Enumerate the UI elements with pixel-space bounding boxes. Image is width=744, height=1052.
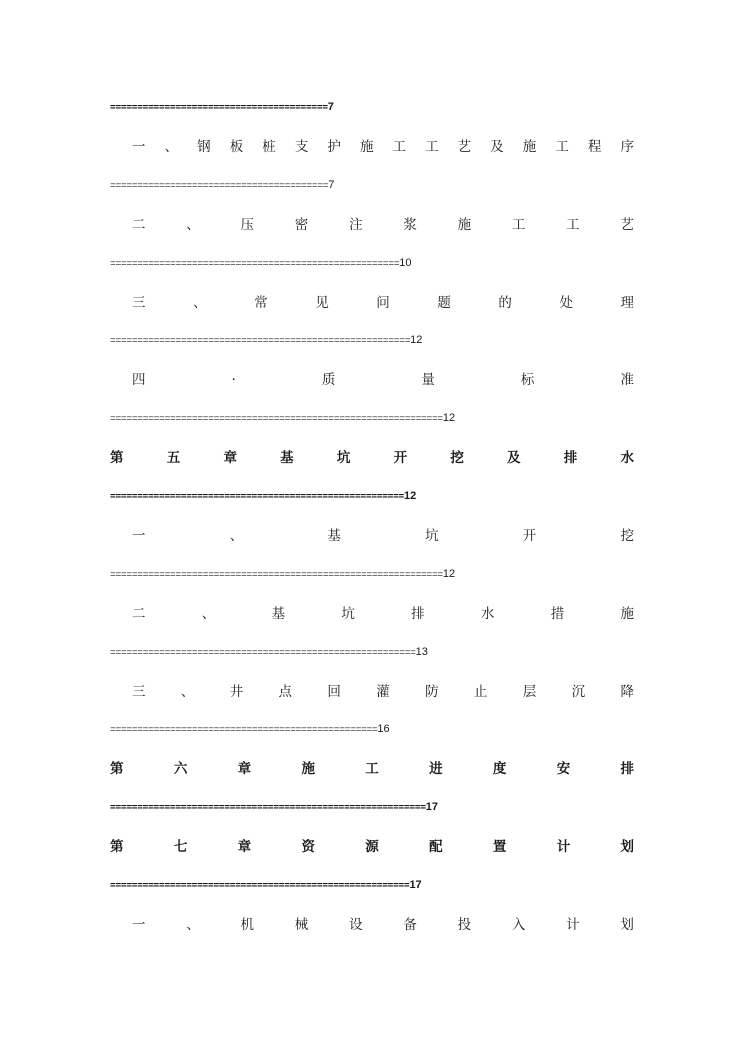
title-char: 施 [457, 217, 472, 233]
title-char: 工 [555, 139, 569, 155]
title-char: 坑 [425, 528, 439, 544]
title-char: 措 [550, 606, 565, 622]
page-number: 12 [404, 490, 417, 502]
toc-section-title [132, 137, 634, 157]
title-char: 源 [365, 839, 379, 855]
title-char: 挖 [620, 528, 634, 544]
leader-dots: ================================================= [110, 724, 378, 735]
toc-leader-line [110, 800, 634, 815]
title-char: 二 [132, 606, 146, 622]
leader-dots: ======================================================== [110, 647, 416, 658]
title-char: 压 [240, 217, 255, 233]
title-char: 工 [365, 761, 379, 777]
title-char: 沉 [571, 684, 586, 700]
toc-section-title [132, 370, 634, 390]
title-char: 划 [620, 839, 634, 855]
title-char: 械 [294, 917, 309, 933]
title-char: 及 [507, 450, 521, 466]
title-char: 及 [490, 139, 504, 155]
title-char: 、 [180, 684, 195, 700]
title-char: 第 [110, 450, 124, 466]
leader-dots: ============================================================= [110, 569, 443, 580]
title-char: 艺 [620, 217, 634, 233]
title-char: 施 [359, 139, 374, 155]
title-char: 板 [229, 139, 244, 155]
title-char: 基 [280, 450, 294, 466]
toc-leader-line [110, 489, 634, 504]
title-char: 止 [473, 684, 488, 700]
title-char: 挖 [450, 450, 464, 466]
toc-leader-line [110, 100, 634, 115]
title-char: 序 [620, 139, 634, 155]
page-number: 12 [442, 568, 456, 580]
page-number: 12 [410, 334, 423, 346]
page-number: 13 [415, 646, 428, 658]
title-char: 基 [327, 528, 341, 544]
title-char: 注 [349, 217, 363, 233]
leader-dots: ===================================================== [110, 258, 400, 269]
toc-leader-line [110, 256, 634, 271]
toc-leader-line [110, 333, 634, 348]
title-char: 护 [327, 139, 341, 155]
title-char: 坑 [341, 606, 355, 622]
title-char: 计 [556, 839, 571, 855]
title-char: 降 [620, 684, 634, 700]
title-char: 度 [492, 761, 507, 777]
toc-leader-line [110, 567, 634, 582]
title-char: 入 [511, 917, 526, 933]
title-char: 施 [620, 606, 634, 622]
title-char: 、 [193, 295, 207, 311]
title-char: 置 [492, 839, 507, 855]
title-char: 章 [223, 450, 237, 466]
page-number: 12 [442, 412, 456, 424]
title-char: 划 [620, 917, 634, 933]
leader-dots: ======================================== [110, 180, 329, 191]
page-number: 17 [409, 879, 422, 891]
title-char: 计 [566, 917, 580, 933]
title-char: 工 [511, 217, 526, 233]
title-char: 层 [522, 684, 537, 700]
page-number: 16 [377, 723, 390, 735]
leader-dots: ======================================================= [110, 335, 411, 346]
toc-section-title [132, 526, 634, 546]
toc-section-title [132, 915, 634, 935]
title-char: 井 [229, 684, 244, 700]
title-char: 安 [556, 761, 571, 777]
title-char: 章 [237, 761, 252, 777]
toc-leader-line [110, 411, 634, 426]
leader-dots: ========================================================== [110, 802, 426, 813]
toc-leader-line [110, 178, 634, 193]
title-char: 灌 [376, 684, 390, 700]
toc-section-title [132, 293, 634, 313]
title-char: 水 [480, 606, 495, 622]
toc-chapter-title [110, 759, 634, 779]
title-char: 备 [403, 917, 417, 933]
title-char: 程 [587, 139, 602, 155]
title-char: 支 [294, 139, 309, 155]
title-char: 坑 [336, 450, 351, 466]
toc-section-title [132, 215, 634, 235]
title-char: 准 [620, 372, 634, 388]
title-char: 题 [437, 295, 451, 311]
title-char: 钢 [197, 139, 211, 155]
toc-chapter-title [110, 837, 634, 857]
title-char: 防 [425, 684, 439, 700]
title-char: 基 [271, 606, 286, 622]
title-char: 五 [166, 450, 181, 466]
title-char: 一 [132, 528, 146, 544]
title-char: 工 [566, 217, 580, 233]
title-char: 排 [411, 606, 425, 622]
title-char: 水 [620, 450, 634, 466]
title-char: 机 [240, 917, 255, 933]
title-char: 排 [620, 761, 634, 777]
page-number: 17 [425, 801, 439, 813]
title-char: 资 [301, 839, 315, 855]
title-char: 问 [376, 295, 390, 311]
title-char: 一 [132, 917, 146, 933]
title-char: 、 [186, 217, 200, 233]
title-char: · [231, 372, 236, 388]
title-char: 三 [132, 684, 146, 700]
title-char: 艺 [457, 139, 472, 155]
title-char: 一 [132, 139, 146, 155]
leader-dots: ====================================================== [110, 491, 404, 502]
leader-dots: ============================================================= [110, 413, 443, 424]
toc-chapter-title [110, 448, 634, 468]
title-char: 七 [173, 839, 188, 855]
title-char: 密 [294, 217, 309, 233]
title-char: 回 [327, 684, 341, 700]
title-char: 三 [132, 295, 146, 311]
title-char: 排 [563, 450, 578, 466]
title-char: 理 [620, 295, 634, 311]
title-char: 标 [520, 372, 535, 388]
title-char: 工 [425, 139, 439, 155]
title-char: 开 [522, 528, 537, 544]
title-char: 进 [429, 761, 443, 777]
toc-section-title [132, 682, 634, 702]
page-number: 7 [327, 101, 334, 113]
title-char: 六 [173, 761, 188, 777]
title-char: 质 [321, 372, 336, 388]
title-char: 设 [349, 917, 363, 933]
toc-section-title [132, 604, 634, 624]
title-char: 点 [278, 684, 293, 700]
title-char: 量 [421, 372, 435, 388]
title-char: 、 [201, 606, 216, 622]
title-char: 的 [498, 295, 512, 311]
title-char: 投 [457, 917, 472, 933]
title-char: 处 [559, 295, 573, 311]
title-char: 浆 [403, 217, 417, 233]
title-char: 、 [186, 917, 200, 933]
title-char: 第 [110, 761, 124, 777]
toc-leader-line [110, 722, 634, 737]
page-number: 10 [399, 257, 412, 269]
toc-leader-line [110, 878, 634, 893]
title-char: 工 [392, 139, 406, 155]
toc-leader-line [110, 645, 634, 660]
title-char: 第 [110, 839, 124, 855]
title-char: 桩 [262, 139, 276, 155]
title-char: 二 [132, 217, 146, 233]
page-number: 7 [328, 179, 335, 191]
leader-dots: ======================================== [110, 102, 328, 113]
leader-dots: ======================================================= [110, 880, 410, 891]
title-char: 施 [301, 761, 315, 777]
title-char: 四 [132, 372, 146, 388]
title-char: 、 [229, 528, 244, 544]
title-char: 常 [254, 295, 268, 311]
title-char: 章 [237, 839, 252, 855]
title-char: 开 [393, 450, 408, 466]
title-char: 见 [315, 295, 329, 311]
title-char: 施 [522, 139, 537, 155]
title-char: 、 [164, 139, 179, 155]
title-char: 配 [429, 839, 443, 855]
